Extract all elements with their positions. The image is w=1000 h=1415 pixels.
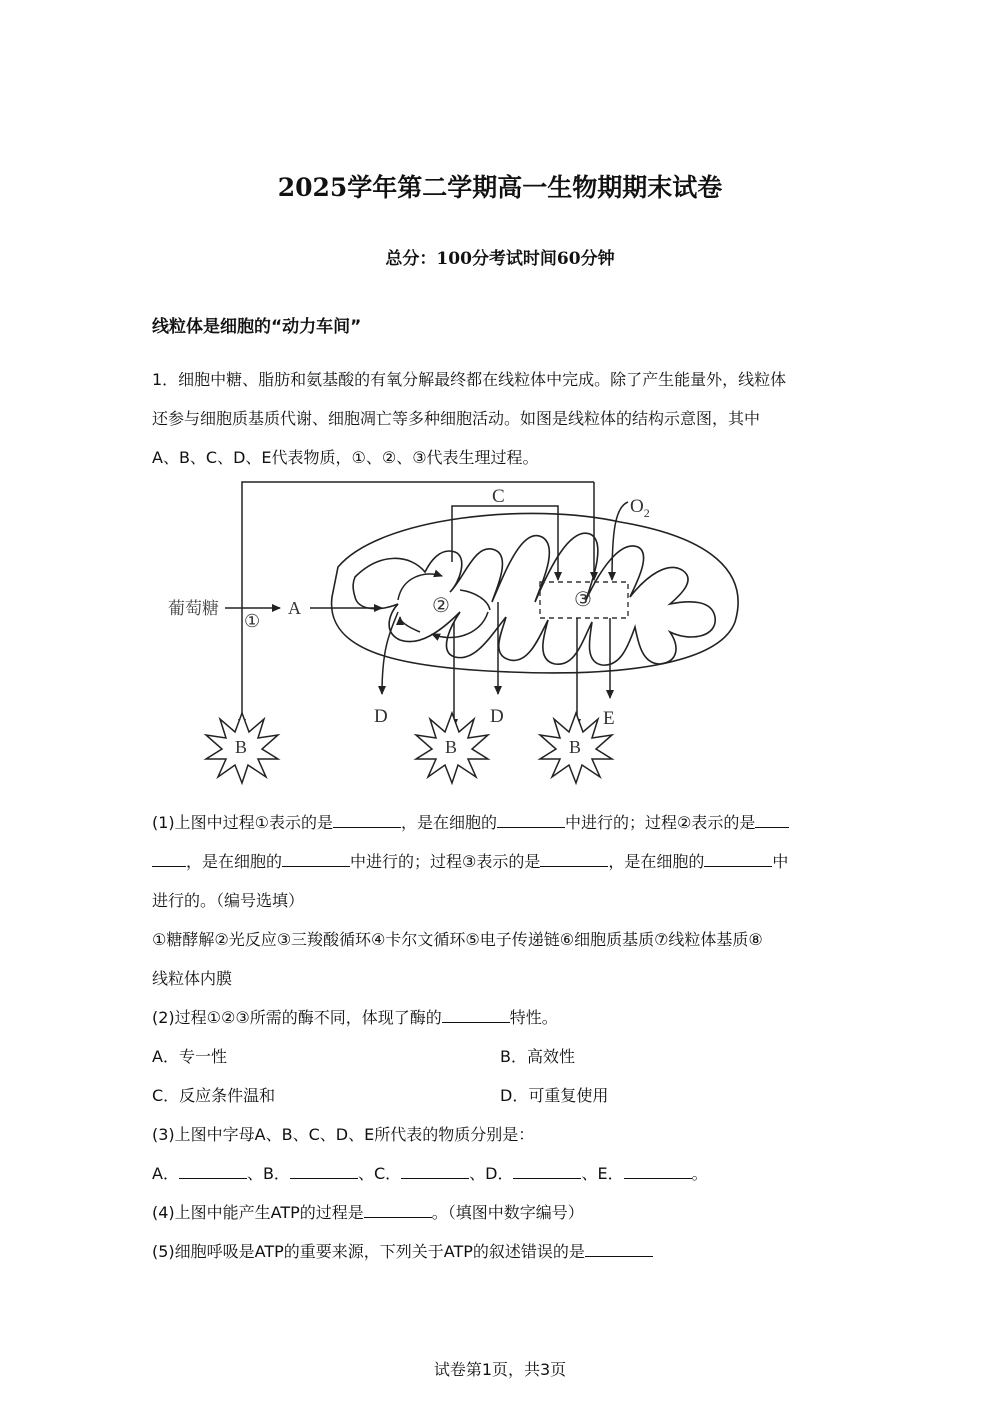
label-E: E (603, 708, 615, 729)
sub-question-1-line-1: (1)上图中过程①表示的是 ，是在细胞的 中进行的；过程②表示的是 (152, 810, 852, 833)
options-list-line-1: ①糖酵解②光反应③三羧酸循环④卡尔文循环⑤电子传递链⑥细胞质基质⑦线粒体基质⑧ (152, 930, 763, 949)
answer-blank[interactable] (624, 1164, 692, 1179)
label-process-3: ③ (574, 587, 592, 611)
answer-blank[interactable] (442, 1008, 510, 1023)
question-intro-line-2: 还参与细胞质基质代谢、细胞凋亡等多种细胞活动。如图是线粒体的结构示意图，其中 (152, 409, 761, 428)
answer-blank[interactable] (152, 852, 186, 867)
answer-blank[interactable] (497, 813, 565, 828)
answer-blank[interactable] (401, 1164, 469, 1179)
label-B-left: B (235, 737, 248, 757)
page-footer: 试卷第1页，共3页 (433, 1360, 567, 1379)
page-title: 2025学年第二学期高一生物期期末试卷 (277, 173, 723, 202)
sub-question-3-answers: A． 、B． 、C． 、D． 、E． 。 (152, 1164, 708, 1183)
answer-blank[interactable] (755, 813, 789, 828)
answer-blank[interactable] (333, 813, 401, 828)
label-process-2: ② (432, 593, 450, 617)
label-process-1: ① (244, 611, 261, 632)
question-intro-line-3: A、B、C、D、E代表物质，①、②、③代表生理过程。 (152, 448, 539, 467)
label-B-right: B (569, 737, 582, 757)
section-heading: 线粒体是细胞的“动力车间” (152, 317, 362, 337)
choice-A[interactable]: A．专一性 (152, 1047, 227, 1066)
atp-burst-right (540, 713, 612, 783)
label-B-middle: B (445, 737, 458, 757)
label-C: C (492, 486, 505, 507)
outer-membrane (332, 513, 739, 672)
answer-blank[interactable] (540, 852, 608, 867)
choice-D[interactable]: D．可重复使用 (500, 1086, 609, 1105)
glucose-label: 葡萄糖 (168, 599, 219, 619)
label-D-left: D (374, 706, 388, 727)
label-D-right: D (490, 706, 504, 727)
sub-question-4: (4)上图中能产生ATP的过程是 。（填图中数字编号） (152, 1203, 584, 1222)
answer-blank[interactable] (585, 1242, 653, 1257)
answer-blank[interactable] (282, 852, 350, 867)
sub-question-2: (2)过程①②③所需的酶不同，体现了酶的 特性。 (152, 1008, 558, 1027)
answer-blank[interactable] (364, 1203, 432, 1218)
atp-burst-left (206, 713, 278, 783)
label-A: A (288, 598, 301, 618)
inner-membrane (353, 533, 715, 665)
sub-question-5: (5)细胞呼吸是ATP的重要来源，下列关于ATP的叙述错误的是 (152, 1239, 852, 1262)
question-intro-line-1: 1．细胞中糖、脂肪和氨基酸的有氧分解最终都在线粒体中完成。除了产生能量外，线粒体 (152, 370, 787, 389)
atp-burst-middle (416, 713, 488, 783)
sub-question-3: (3)上图中字母A、B、C、D、E所代表的物质分别是： (152, 1125, 535, 1144)
exam-info: 总分：100分考试时间60分钟 (385, 249, 615, 269)
mitochondria-diagram (150, 472, 750, 792)
sub-question-1-line-3: 进行的。（编号选填） (152, 891, 305, 910)
answer-blank[interactable] (179, 1164, 247, 1179)
sub-question-1-line-2: ，是在细胞的 中进行的；过程③表示的是 ，是在细胞的 中 (152, 849, 852, 872)
answer-blank[interactable] (513, 1164, 581, 1179)
label-O2: $O_2$ (630, 496, 650, 520)
options-list-line-2: 线粒体内膜 (152, 969, 233, 988)
choice-B[interactable]: B．高效性 (500, 1047, 575, 1066)
choice-C[interactable]: C．反应条件温和 (152, 1086, 276, 1105)
answer-blank[interactable] (290, 1164, 358, 1179)
answer-blank[interactable] (704, 852, 772, 867)
